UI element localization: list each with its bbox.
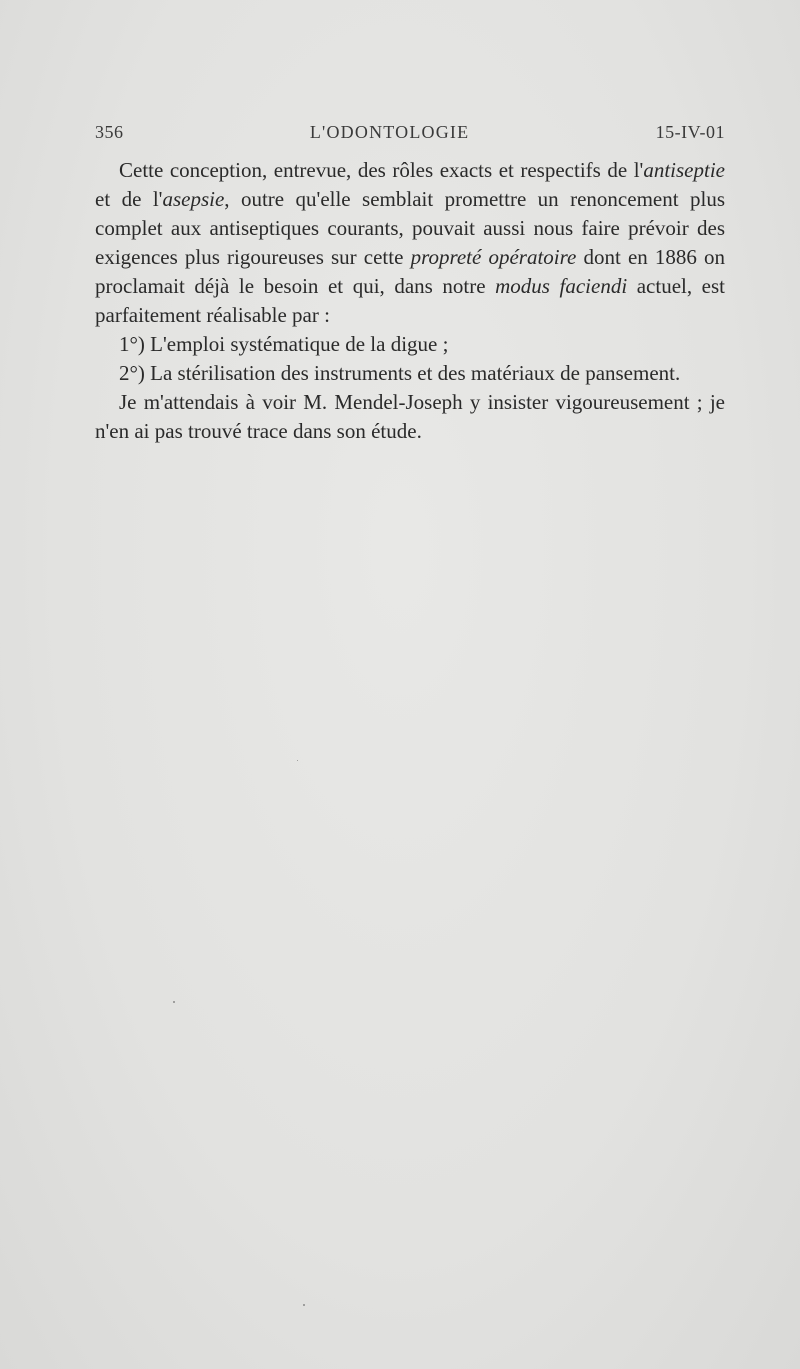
text-run: et de l'	[95, 187, 163, 211]
paragraph-1	[95, 156, 725, 330]
text-run: Cette conception, entrevue, des rôles exacts et respectifs de l'	[119, 158, 644, 182]
italic-term-proprete: propreté opératoire	[410, 245, 577, 269]
page-number: 356	[95, 122, 124, 142]
paper-speck	[303, 1304, 305, 1306]
paragraph-3: 2°) La stérilisation des instruments et des matériaux de pansement.	[119, 361, 681, 385]
paper-speck	[297, 760, 298, 761]
paragraph-2: 1°) L'emploi systématique de la digue ;	[119, 332, 449, 356]
paper-speck	[173, 1001, 175, 1003]
running-header	[95, 122, 725, 156]
italic-term-asepsie: asepsie	[162, 187, 225, 211]
paragraph-4: Je m'attendais à voir M. Mendel-Joseph y insister vigoureusement ; je n'en ai pas trouvé trace dans son étude.	[95, 390, 725, 443]
page-content	[95, 122, 725, 446]
text-run: , outre qu'elle semblait promettre un renoncement plus complet aux antiseptiques courants, pouvait aussi nous faire prévoir des exigences plus rigoureuses sur cette	[95, 187, 725, 269]
issue-date: 15-IV-01	[655, 122, 725, 142]
body-text	[95, 156, 725, 446]
text-run: dont en 1886 on proclamait déjà le besoin et qui, dans notre	[95, 245, 726, 298]
italic-term-antiseptie: antiseptie	[643, 158, 725, 182]
text-run: actuel, est parfaitement réalisable par :	[95, 274, 726, 327]
italic-term-modus: modus faciendi	[495, 274, 628, 298]
journal-title: L'ODONTOLOGIE	[309, 122, 470, 142]
